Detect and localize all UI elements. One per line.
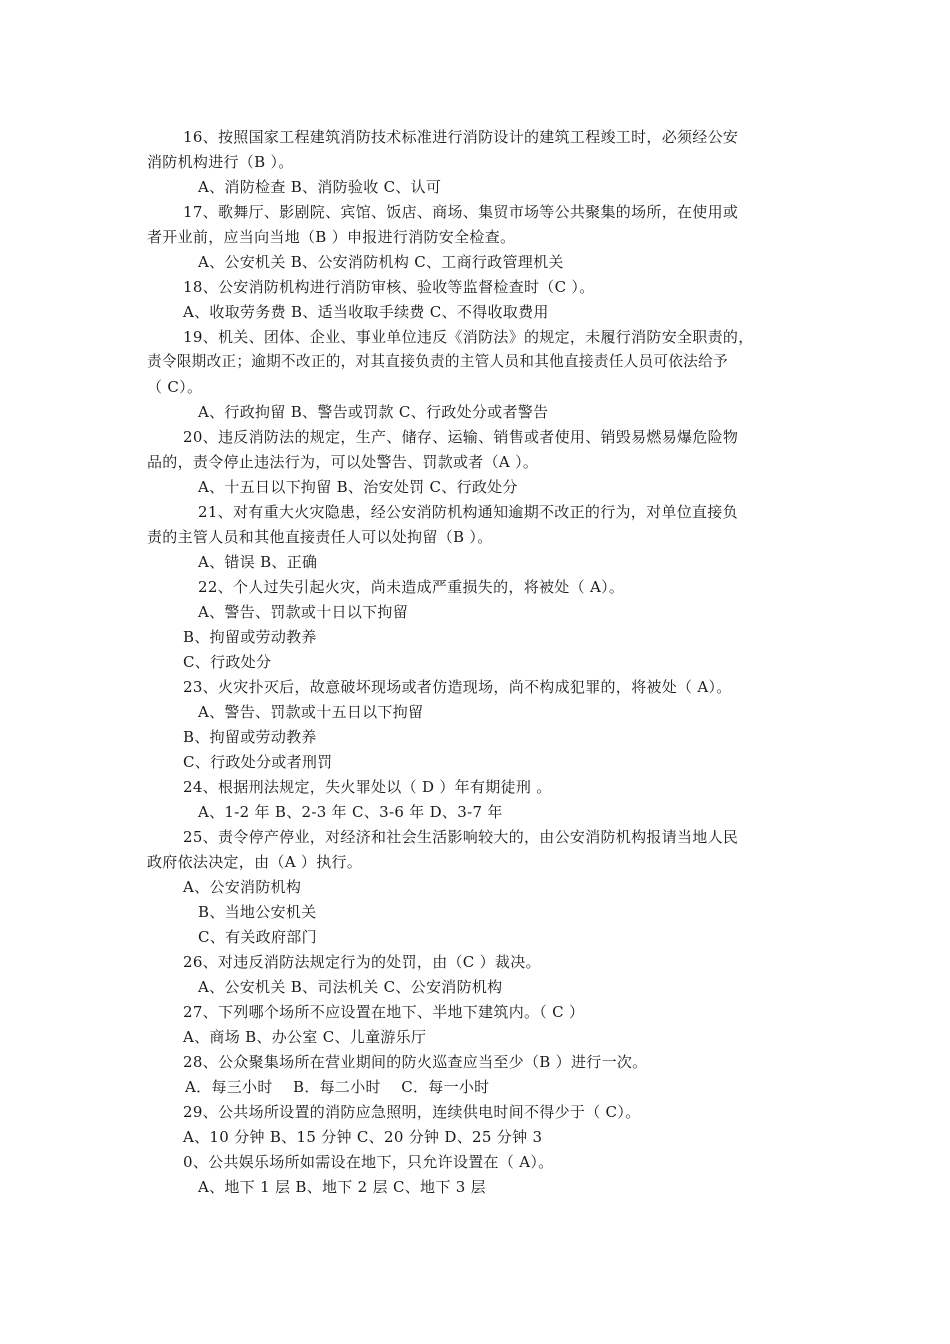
text-line: 消防机构进行（B ）。 xyxy=(147,153,294,171)
text-line: A、10 分钟 B、15 分钟 C、20 分钟 D、25 分钟 3 xyxy=(183,1128,543,1146)
text-line: C、有关政府部门 xyxy=(198,928,317,946)
text-line: 政府依法决定，由（A ）执行。 xyxy=(147,853,363,871)
text-line: A、警告、罚款或十日以下拘留 xyxy=(198,603,409,621)
text-line: 26、对违反消防法规定行为的处罚，由（C ）裁决。 xyxy=(183,953,541,971)
text-line: A、警告、罚款或十五日以下拘留 xyxy=(198,703,424,721)
text-line: C、行政处分 xyxy=(183,653,272,671)
text-line: 25、责令停产停业，对经济和社会生活影响较大的，由公安消防机构报请当地人民 xyxy=(183,828,739,846)
text-line: A、十五日以下拘留 B、治安处罚 C、行政处分 xyxy=(198,478,518,496)
text-line: C、行政处分或者刑罚 xyxy=(183,753,333,771)
text-line: A、1-2 年 B、2-3 年 C、3-6 年 D、3-7 年 xyxy=(198,803,503,821)
text-line: 18、公安消防机构进行消防审核、验收等监督检查时（C ）。 xyxy=(183,278,595,296)
text-line: 17、歌舞厅、影剧院、宾馆、饭店、商场、集贸市场等公共聚集的场所，在使用或 xyxy=(183,203,739,221)
text-line: 23、火灾扑灭后，故意破坏现场或者仿造现场，尚不构成犯罪的，将被处（ A）。 xyxy=(183,678,732,696)
text-line: 22、个人过失引起火灾，尚未造成严重损失的，将被处（ A）。 xyxy=(198,578,625,596)
text-line: A、行政拘留 B、警告或罚款 C、行政处分或者警告 xyxy=(198,403,549,421)
text-line: 者开业前，应当向当地（B ）申报进行消防安全检查。 xyxy=(147,228,516,246)
text-line: （ C）。 xyxy=(147,378,203,396)
text-line: B、拘留或劳动教养 xyxy=(183,628,317,646)
text-line: A、错误 B、正确 xyxy=(198,553,318,571)
text-line: 责令限期改正；逾期不改正的，对其直接负责的主管人员和其他直接责任人员可依法给予 xyxy=(147,353,728,370)
text-line: A、地下 1 层 B、地下 2 层 C、地下 3 层 xyxy=(198,1178,486,1196)
text-line: A、消防检查 B、消防验收 C、认可 xyxy=(198,178,442,196)
text-line: A．每三小时 B．每二小时 C．每一小时 xyxy=(185,1078,490,1096)
text-line: 0、公共娱乐场所如需设在地下，只允许设置在（ A）。 xyxy=(183,1153,554,1171)
text-line: A、公安机关 B、公安消防机构 C、工商行政管理机关 xyxy=(198,253,564,271)
text-line: 24、根据刑法规定，失火罪处以（ D ）年有期徒刑 。 xyxy=(183,778,552,796)
text-line: 21、对有重大火灾隐患，经公安消防机构通知逾期不改正的行为，对单位直接负 xyxy=(198,503,738,521)
text-line: 16、按照国家工程建筑消防技术标准进行消防设计的建筑工程竣工时，必须经公安 xyxy=(183,128,739,146)
text-line: 29、公共场所设置的消防应急照明，连续供电时间不得少于（ C）。 xyxy=(183,1103,641,1121)
text-line: 品的，责令停止违法行为，可以处警告、罚款或者（A ）。 xyxy=(147,453,539,471)
text-line: A、公安机关 B、司法机关 C、公安消防机构 xyxy=(198,978,503,996)
text-line: 责的主管人员和其他直接责任人可以处拘留（B ）。 xyxy=(147,528,493,546)
text-line: 19、机关、团体、企业、事业单位违反《消防法》的规定，未履行消防安全职责的， xyxy=(183,328,754,346)
text-line: B、拘留或劳动教养 xyxy=(183,728,317,746)
text-line: 20、违反消防法的规定，生产、储存、运输、销售或者使用、销毁易燃易爆危险物 xyxy=(183,428,739,446)
text-line: A、商场 B、办公室 C、儿童游乐厅 xyxy=(183,1028,427,1046)
text-line: 27、下列哪个场所不应设置在地下、半地下建筑内。（ C ） xyxy=(183,1003,585,1021)
text-line: B、当地公安机关 xyxy=(198,903,317,921)
text-line: A、公安消防机构 xyxy=(183,878,302,896)
text-line: A、收取劳务费 B、适当收取手续费 C、不得收取费用 xyxy=(183,303,549,321)
text-line: 28、公众聚集场所在营业期间的防火巡查应当至少（B ）进行一次。 xyxy=(183,1053,648,1071)
